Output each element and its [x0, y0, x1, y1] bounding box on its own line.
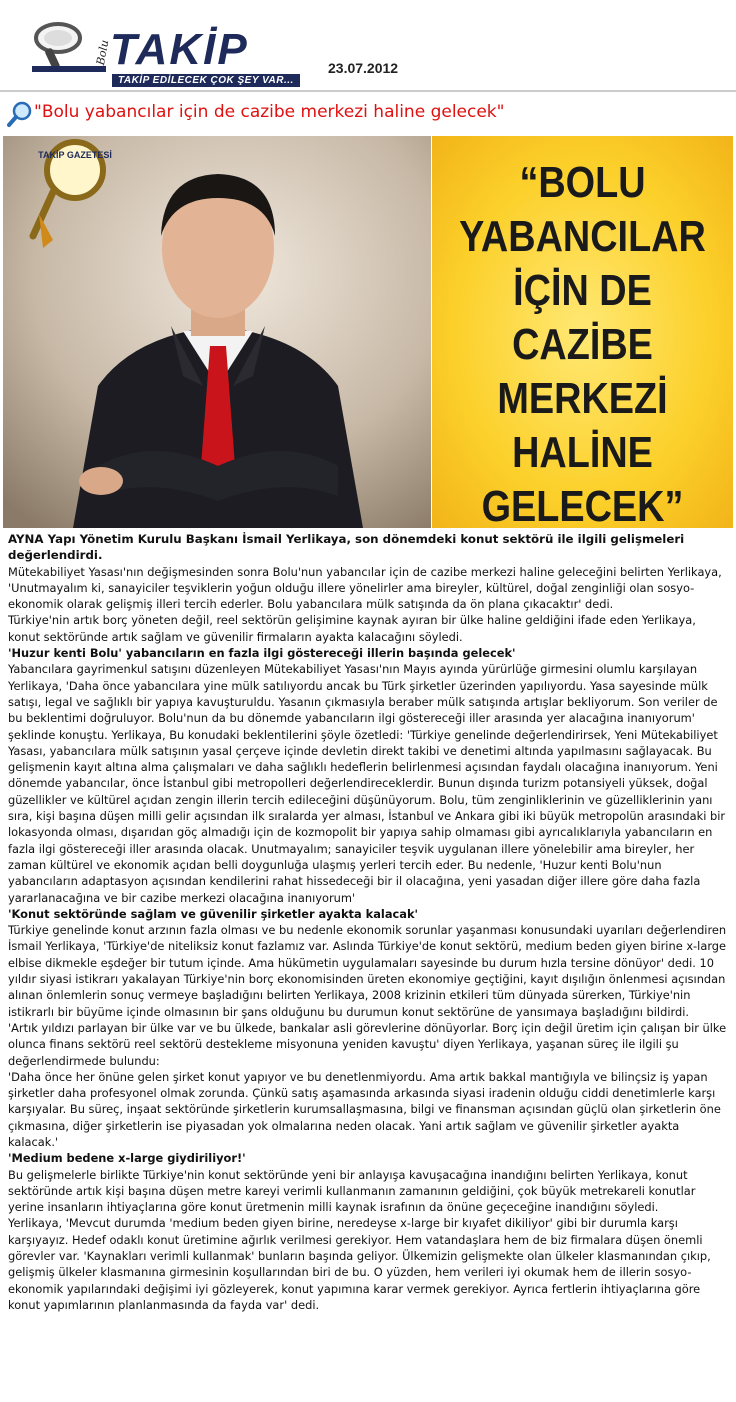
article-photo: [3, 136, 431, 528]
article-paragraph: Türkiye genelinde konut arzının fazla olması ve bu nedenle ekonomik sorunlar yaşanması konusundaki uyarıları değerlendiren İsmail Yerlikaya, 'Türkiye'de niteliksiz konut fazlamız var. Aslında Türkiye'de konut sektörü, medium beden giyen birine x-large elbise dikmekle eşdeğer bir tutum içinde. Ama hükümetin uygulamaları sayesinde bu durum hızla tersine dönüyor' dedi. 10 yıldır siyasi istikrarı yakalayan Türkiye'nin borç ekonomisinden üreten ekonomiye geçtiğini, kayıt dışılığın önlenmesi açısından alınan önlemlerin sonuç vermeye başladığını belirten Yerlikaya, 2008 krizinin etkileri tüm dünyada sürerken, Türkiye'nin istikrarlı bir büyüme içinde olmasının bir şans olduğunu bu durumun konut sektörüne de yansımaya başladığını bildirdi.: [8, 923, 727, 1019]
article-paragraph: 'Artık yıldızı parlayan bir ülke var ve bu ülkede, bankalar asli görevlerine dönüyorlar. Borç için değil üretim için çalışan bir ülke olunca finans sektörü reel sektörü destekleme misyonuna yeniden kavuştu' diyen Yerlikaya, yaşanan süreç ile ilgili şu değerlendirmede bulundu:: [8, 1020, 727, 1068]
article-paragraph: Bu gelişmelerle birlikte Türkiye'nin konut sektöründe yeni bir anlayışa kavuşacağına inandığını belirten Yerlikaya, konut sektöründe artık kişi başına düşen metre kareyi verimli kullanmanın zamanının geldiğini, çok büyük metrekareli konutlar yerine insanların ihtiyaçlarına göre konut üretmenin milli kaynak israfının da önüne geçeceğine inandığını söyledi.: [8, 1167, 696, 1215]
article-subheading: 'Medium bedene x-large giydiriliyor!': [8, 1151, 246, 1166]
pull-quote-line: MERKEZİ: [497, 374, 668, 423]
publish-date: 23.07.2012: [328, 60, 399, 76]
site-logo[interactable]: [28, 18, 328, 86]
pull-quote-line: HALİNE: [512, 428, 653, 477]
article-paragraph: Yerlikaya, 'Mevcut durumda 'medium beden giyen birine, neredeyse x-large bir kıyafet dikiliyor' gibi bir durumla karşı karşıyayız. Hedef odaklı konut üretimine ağırlık verilmesi gerekiyor. Hem vatandaşlara hem de biz firmalara düşen önemli görevler var. 'Kaynakları verimli kullanmak' bunların başında geliyor. Ülkemizin gelişmekte olan ülkeler klasmanından çıkıp, gelişmiş ülkeler klasmanına girmesinin koşullarından biri de bu. O yüzden, hem verileri iyi okumak hem de illerin sosyo-ekonomik yapılarındaki değişimi iyi gözleyerek, konut yapımına karar vermek gerekiyor. Ayrıca fertlerin ihtiyaçlarına göre konut yapımlarının planlanmasında da fayda var' dedi.: [8, 1216, 711, 1312]
article-body: [8, 531, 730, 1313]
article-title-bar: [0, 98, 736, 130]
header-divider: [0, 90, 736, 92]
masthead: [0, 0, 736, 88]
pull-quote-line: “BOLU: [519, 158, 646, 207]
logo-slogan: TAKİP EDİLECEK ÇOK ŞEY VAR...: [112, 74, 300, 87]
logo-wordmark: TAKİP: [110, 25, 249, 74]
article-paragraph: 'Daha önce her önüne gelen şirket konut yapıyor ve bu denetlenmiyordu. Ama artık bakkal mantığıyla ve bilinçsiz iş yapan şirketler daha profesyonel olmak zorunda. Çünkü satış aşamasında arkasında siyasi iradenin olduğu ciddi denetimlerle karşı karşıyalar. Bu süreç, inşaat sektöründe şirketlerin kurumsallaşmasına, bilgi ve finansman açısından güçlü olan şirketlerin öne çıkmasına, diğer şirketlerin ise piyasadan yok olmalarına neden olacak. Yani artık sağlam ve güvenilir şirketler ayakta kalacak.': [8, 1069, 721, 1149]
article-subheading: 'Konut sektöründe sağlam ve güvenilir şirketler ayakta kalacak': [8, 906, 419, 921]
pull-quote-line: GELECEK”: [481, 482, 684, 531]
article-paragraph: Mütekabiliyet Yasası'nın değişmesinden sonra Bolu'nun yabancılar için de cazibe merkezi haline geleceğini belirten Yerlikaya, 'Unutmayalım ki, sanayiciler teşviklerin yoğun olduğu illere yönelirler ama bireyler, kültürel, doğal zenginliği olan sosyo-ekonomik olarak gelişmiş illeri tercih ederler. Bolu yabancılara mülk satışında da ön plana çıkacaktır' dedi.: [8, 564, 722, 612]
article-paragraph: Türkiye'nin artık borç yöneten değil, reel sektörün gelişimine kaynak ayıran bir ülke haline geldiğini ifade eden Yerlikaya, konut sektöründe artık sağlam ve güvenilir firmaların ayakta kalacağını söyledi.: [8, 613, 696, 644]
newspaper-mascot-icon: [25, 136, 115, 251]
article-lead: AYNA Yapı Yönetim Kurulu Başkanı İsmail Yerlikaya, son dönemdeki konut sektörü ile ilgili gelişmeleri değerlendirdi.: [8, 532, 685, 563]
quote-panel: [432, 136, 733, 531]
article-paragraph: Yabancılara gayrimenkul satışını düzenleyen Mütekabiliyet Yasası'nın Mayıs ayında yürürlüğe girmesini olumlu karşılayan Yerlikaya, 'Daha önce yabancılara yine mülk satılıyordu ancak bu Türk şirketler üzerinden yapılıyordu. Yasa sayesinde mülk satışı, legal ve sağlıklı bir yapıya kavuşturuldu. Yasanın çıkmasıyla beraber mülk satışında artışlar bekliyorum. Son veriler de bu beklentimi doğruluyor. Bolu'nun da bu dönemde yabancıların ilgi göstereceği iller arasında yer alacağına inanıyorum' şeklinde konuştu. Yerlikaya, Bu konudaki beklentilerini şöyle özetledi: 'Türkiye genelinde değerlendirirsek, Yeni Mütekabiliyet Yasası, yabancılara mülk satışının yasal çerçeve içinde devletin direkt takibi ve denetimi altında yapılmasını sağlayacak. Bu gelişmenin kayıt altına alma çalışmaları ve daha sağlıklı hedeflerin belirlenmesi açısından faydalı olacağına inanıyorum. Yeni dönemde yabancılar, önce İstanbul gibi metropolleri değerlendireceklerdir. Bunun dışında turizm potansiyeli yüksek, doğal güzellikler ve kültürel açıdan zengin illerin tercih edileceğini düşünüyorum. Bolu, tüm zenginliklerinin ve güzelliklerinin yanı sıra, kişi başına düşen milli gelir açısından ilk sıralarda yer alması, İstanbul ve Ankara gibi iki büyük metropolün arasındaki bir lokasyonda olması, dışarıdan göç almadığı için de kozmopolit bir yapıya sahip olmaması gibi ayrıcalıklarıyla yabancıların en fazla ilgi göstereceği iller arasında olacak. Unutmayalım; sanayiciler teşvik uygulanan illere yönelebilir ama bireyler, her zaman kültürel ve ekonomik açıdan belli doygunluğa ulaşmış yerleri tercih eder. Bu nedenle, 'Huzur kenti Bolu'nun yabancıların adaptasyon açısından kendilerini rahat hissedeceği bir il olacağına, yeni yasadan diğer illere göre daha fazla yararlanacağına ve bir cazibe merkezi olacağına inanıyorum': [8, 662, 726, 905]
pull-quote: [453, 156, 712, 534]
pull-quote-line: YABANCILAR: [459, 212, 706, 261]
pull-quote-line: CAZİBE: [512, 320, 653, 369]
logo-bolu-label: Bolu: [94, 38, 112, 67]
pull-quote-line: İÇİN DE: [513, 266, 652, 315]
photo-badge-text: TAKİP GAZETESİ: [38, 150, 112, 160]
article-subheading: 'Huzur kenti Bolu' yabancıların en fazla ilgi göstereceği illerin başında gelecek': [8, 646, 516, 661]
search-icon: [6, 100, 34, 128]
article-headline: "Bolu yabancılar için de cazibe merkezi haline gelecek": [34, 102, 505, 122]
